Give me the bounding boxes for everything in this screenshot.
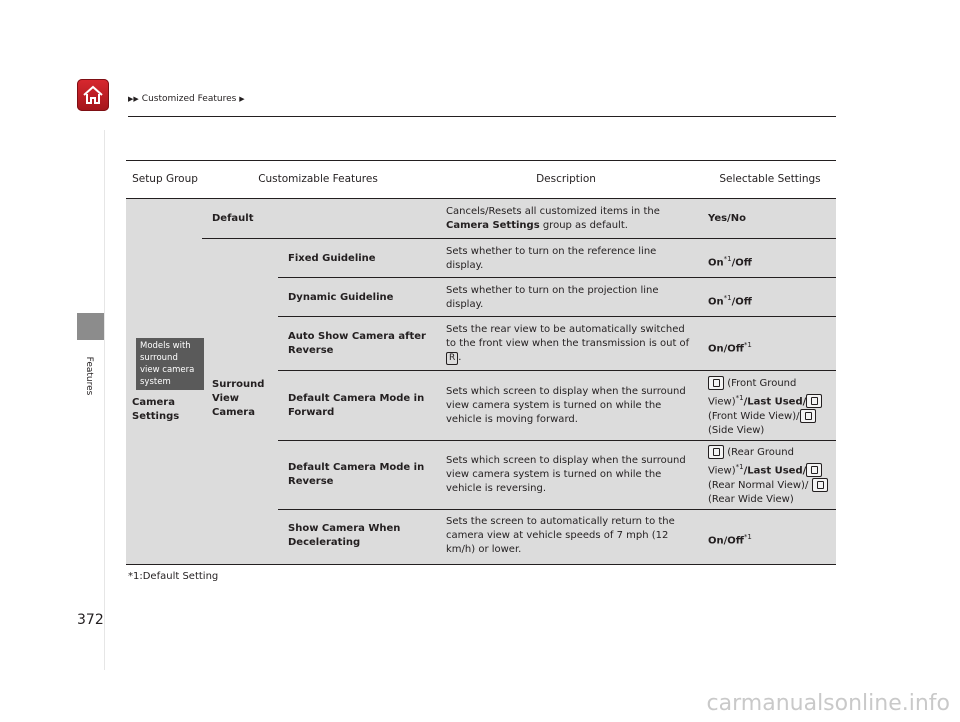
rear-ground-view-icon	[708, 445, 724, 459]
breadcrumb-arrow-icon: ▶▶	[128, 95, 139, 103]
rear-normal-view-icon	[806, 463, 822, 477]
feature-auto-show-camera: Auto Show Camera after Reverse	[288, 331, 426, 356]
breadcrumb-arrow-icon: ▶	[239, 95, 245, 103]
row-rule	[202, 238, 836, 239]
description-default: Cancels/Resets all customized items in the Camera Settings group as default.	[446, 206, 660, 231]
feature-fixed-guideline: Fixed Guideline	[288, 253, 376, 264]
feature-default-camera-forward: Default Camera Mode in Forward	[288, 393, 425, 418]
reverse-key-icon: R	[446, 352, 458, 365]
feature-dynamic-guideline: Dynamic Guideline	[288, 292, 394, 303]
feature-default-camera-reverse: Default Camera Mode in Reverse	[288, 462, 425, 487]
home-button[interactable]	[77, 79, 109, 111]
row-rule	[278, 440, 836, 441]
description-dynamic-guideline: Sets whether to turn on the projection line display.	[446, 285, 659, 310]
setting-dynamic-guideline: On$^{*1}$/Off	[708, 294, 752, 308]
row-rule	[126, 198, 836, 199]
row-rule	[278, 370, 836, 371]
row-rule	[278, 316, 836, 317]
footnote: *1:Default Setting	[128, 571, 219, 582]
breadcrumb	[128, 94, 245, 104]
group-camera-settings: Camera Settings	[132, 397, 180, 422]
header-customizable-features: Customizable Features	[258, 173, 378, 185]
row-rule	[278, 509, 836, 510]
description-auto-show-camera: Sets the rear view to be automatically switched to the front view when the transmission is out of R .	[446, 324, 690, 363]
model-badge: Models with surround view camera system	[136, 338, 204, 390]
setting-default: Yes/No	[708, 213, 746, 224]
header-setup-group: Setup Group	[132, 173, 198, 185]
setting-default-camera-reverse: (Rear Ground View)$^{*1}$/Last Used/ (Rear Normal View)/ (Rear Wide View)	[708, 445, 836, 507]
section-tab[interactable]	[77, 313, 104, 340]
header-selectable-settings: Selectable Settings	[719, 173, 821, 185]
setting-fixed-guideline: On$^{*1}$/Off	[708, 255, 752, 269]
feature-default: Default	[212, 213, 254, 224]
subgroup-surround-view-camera: Surround View Camera	[212, 379, 265, 418]
watermark: carmanualsonline.info	[706, 691, 950, 716]
home-icon	[81, 83, 105, 107]
setting-auto-show-camera: On/Off$^{*1}$	[708, 341, 752, 355]
header-divider	[128, 116, 836, 117]
page-number: 372	[77, 612, 104, 628]
side-view-icon	[800, 409, 816, 423]
section-label: Features	[84, 356, 94, 396]
header-description: Description	[536, 173, 596, 185]
description-show-camera-decelerating: Sets the screen to automatically return to the camera view at vehicle speeds of 7 mph (12 km/h) or lower.	[446, 516, 675, 555]
feature-show-camera-decelerating: Show Camera When Decelerating	[288, 523, 401, 548]
rear-wide-view-icon	[812, 478, 828, 492]
description-default-camera-forward: Sets which screen to display when the surround view camera system is turned on while the vehicle is moving forward.	[446, 386, 686, 425]
row-rule	[278, 277, 836, 278]
description-fixed-guideline: Sets whether to turn on the reference line display.	[446, 246, 657, 271]
setting-default-camera-forward: (Front Ground View)$^{*1}$/Last Used/ (Front Wide View)/ (Side View)	[708, 376, 836, 438]
description-default-camera-reverse: Sets which screen to display when the surround view camera system is turned on while the vehicle is reversing.	[446, 455, 686, 494]
front-ground-view-icon	[708, 376, 724, 390]
front-wide-view-icon	[806, 394, 822, 408]
side-divider	[104, 130, 105, 670]
setting-show-camera-decelerating: On/Off$^{*1}$	[708, 533, 752, 547]
breadcrumb-link[interactable]: Customized Features	[141, 94, 237, 104]
table-bottom-rule	[126, 564, 836, 565]
